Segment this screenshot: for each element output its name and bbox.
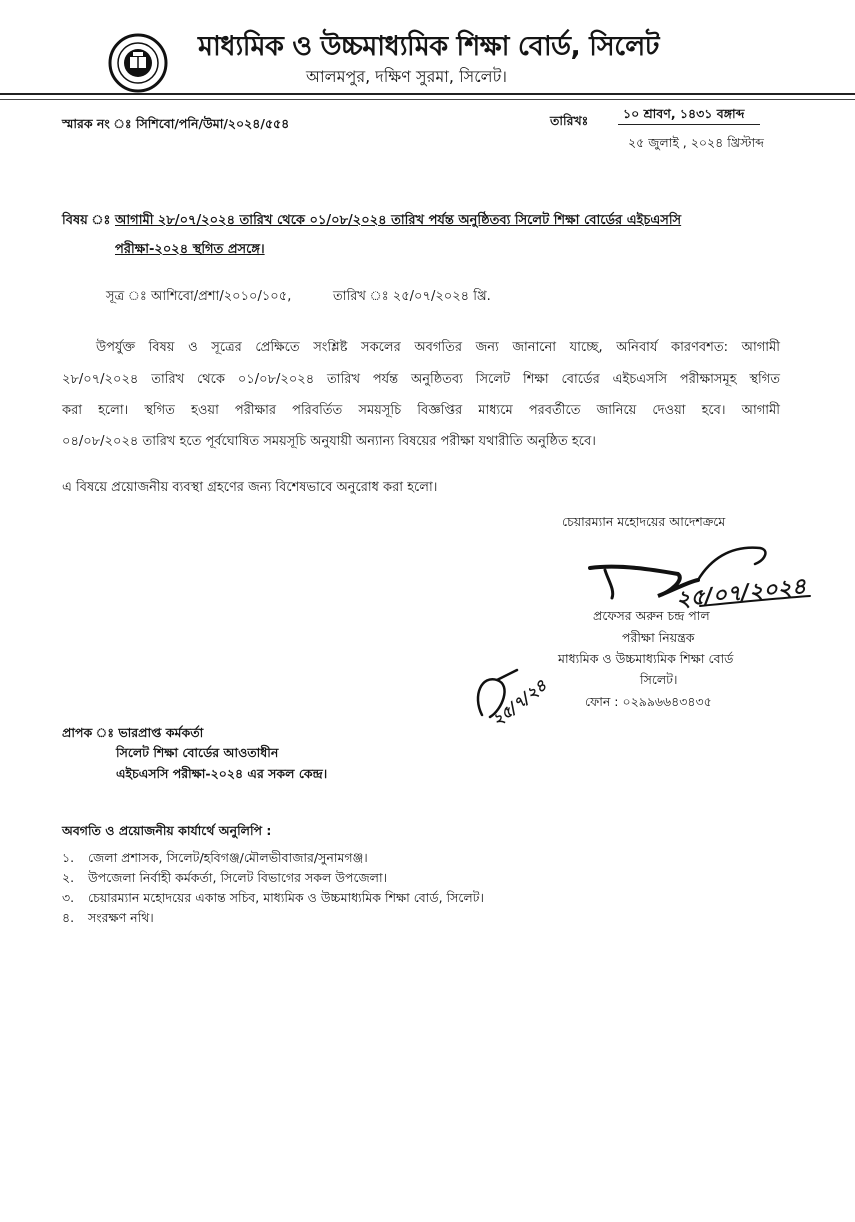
body-line-1: উপর্যুক্ত বিষয় ও সূত্রের প্রেক্ষিতে সংশ্লিষ্ট সকলের অবগতির জন্য জানানো যাচ্ছে, অনিবার্য কারণবশত: আগামী <box>96 340 780 355</box>
order-line: চেয়ারম্যান মহোদয়ের আদেশক্রমে <box>562 514 726 529</box>
signatory-designation: পরীক্ষা নিয়ন্ত্রক <box>622 630 695 645</box>
date-gregorian: ২৫ জুলাই , ২০২৪ খ্রিস্টাব্দ <box>628 135 764 150</box>
copy-item-text: চেয়ারম্যান মহোদয়ের একান্ত সচিব, মাধ্যমিক ও উচ্চমাধ্যমিক শিক্ষা বোর্ড, সিলেট। <box>88 890 484 905</box>
subject-prefix: বিষয় ঃ <box>62 213 111 228</box>
copy-item-number: ৪. <box>62 910 75 925</box>
copy-item-text: উপজেলা নির্বাহী কর্মকর্তা, সিলেট বিভাগের সকল উপজেলা। <box>88 870 388 885</box>
subject-text-1: আগামী ২৮/০৭/২০২৪ তারিখ থেকে ০১/০৮/২০২৪ তারিখ পর্যন্ত অনুষ্ঠিতব্য সিলেট শিক্ষা বোর্ডের এইচএসসি <box>115 213 682 228</box>
body-line-4: ০৪/০৮/২০২৪ তারিখ হতে পূর্বঘোষিত সময়সূচি অনুযায়ী অন্যান্য বিষয়ের পরীক্ষা যথারীতি অনুষ্ঠিত হবে। <box>62 434 596 449</box>
board-logo-seal <box>108 33 168 93</box>
subject-text-2: পরীক্ষা-২০২৪ স্থগিত প্রসঙ্গে। <box>115 242 265 257</box>
request-line: এ বিষয়ে প্রয়োজনীয় ব্যবস্থা গ্রহণের জন্য বিশেষভাবে অনুরোধ করা হলো। <box>62 480 438 495</box>
board-name-heading: মাধ্যমিক ও উচ্চমাধ্যমিক শিক্ষা বোর্ড, সিলেট <box>198 31 659 62</box>
signatory-city: সিলেট। <box>640 672 678 687</box>
date-label: তারিখঃ <box>550 113 589 128</box>
recipient-line-2: সিলেট শিক্ষা বোর্ডের আওতাধীন <box>116 745 279 760</box>
signatory-phone: ফোন : ০২৯৯৬৬৪৩৪৩৫ <box>585 694 712 709</box>
initials-date: ২৫/৭/২৪ <box>488 675 551 730</box>
copy-item-number: ৩. <box>62 890 75 905</box>
signature-date: ২৫/০৭/২০২৪ <box>674 574 808 613</box>
memo-number: স্মারক নং ঃ সিশিবো/পনি/উমা/২০২৪/৫৫৪ <box>62 116 290 131</box>
signatory-name: প্রফেসর অরুন চন্দ্র পাল <box>593 608 710 623</box>
header-divider <box>0 93 855 95</box>
copy-item-text: জেলা প্রশাসক, সিলেট/হবিগঞ্জ/মৌলভীবাজার/সুনামগঞ্জ। <box>88 850 368 865</box>
body-line-3: করা হলো। স্থগিত হওয়া পরীক্ষার পরিবর্তিত সময়সূচি বিজ্ঞপ্তির মাধ্যমে পরবর্তীতে জানিয়ে দেওয়া হবে। আগামী <box>62 403 780 418</box>
body-line-2: ২৮/০৭/২০২৪ তারিখ থেকে ০১/০৮/২০২৪ তারিখ পর্যন্ত অনুষ্ঠিতব্য সিলেট শিক্ষা বোর্ডের এইচএসসি পরীক্ষাসমূহ স্থগিত <box>62 372 780 387</box>
recipient-line-1: প্রাপক ঃ ভারপ্রাপ্ত কর্মকর্তা <box>62 725 204 740</box>
copy-item-number: ২. <box>62 870 75 885</box>
source-reference: সূত্র ঃ আশিবো/প্রশা/২০১০/১০৫, <box>106 289 292 304</box>
date-bangla: ১০ শ্রাবণ, ১৪৩১ বঙ্গাব্দ <box>623 106 745 121</box>
source-date: তারিখ ঃ ২৫/০৭/২০২৪ খ্রি. <box>333 289 491 304</box>
board-address: আলমপুর, দক্ষিণ সুরমা, সিলেট। <box>306 67 508 86</box>
copy-item-number: ১. <box>62 850 75 865</box>
copies-heading: অবগতি ও প্রয়োজনীয় কার্যার্থে অনুলিপি : <box>62 823 272 838</box>
subject-line-1 <box>62 211 681 232</box>
signatory-office: মাধ্যমিক ও উচ্চমাধ্যমিক শিক্ষা বোর্ড <box>558 651 734 666</box>
date-underline <box>618 124 760 125</box>
header-divider-thin <box>0 99 855 100</box>
recipient-line-3: এইচএসসি পরীক্ষা-২০২৪ এর সকল কেন্দ্র। <box>116 766 328 781</box>
copy-item-text: সংরক্ষণ নথি। <box>88 910 154 925</box>
subject-line-2 <box>115 240 265 261</box>
